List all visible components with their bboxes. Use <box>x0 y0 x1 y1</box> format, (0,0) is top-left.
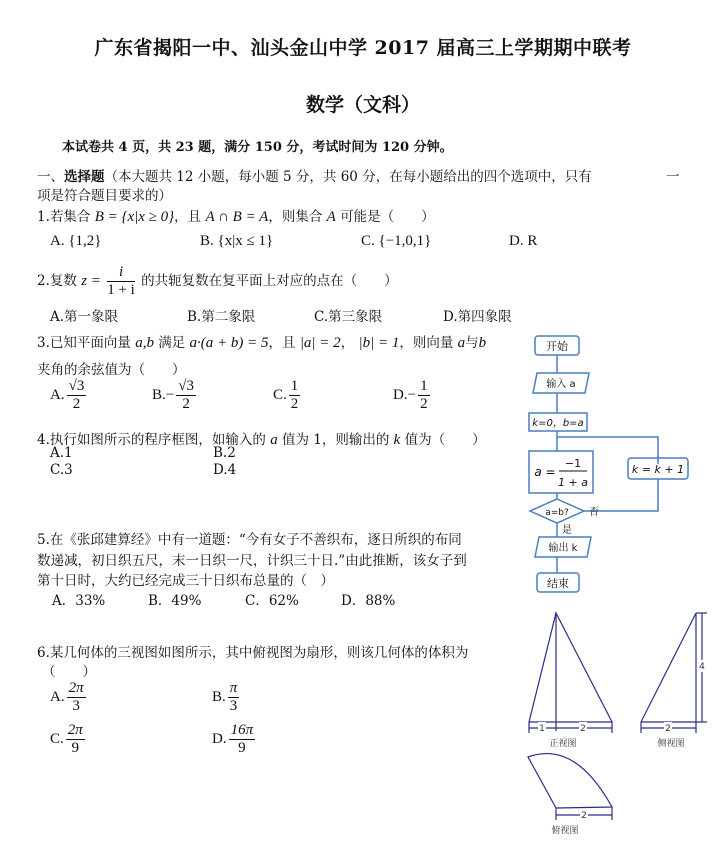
option-den: 2 <box>72 396 81 412</box>
option-label: D. <box>393 386 408 403</box>
flow-no-label: 否 <box>589 507 599 518</box>
section-prefix: 一、 <box>37 169 64 185</box>
q6-option-a[interactable] <box>50 680 88 715</box>
q2-tail: 的共轭复数在复平面上对应的点在（ ） <box>141 273 398 289</box>
option-label: C. <box>273 386 287 403</box>
section-desc-line2: 项是符合题目要求的） <box>37 188 172 204</box>
section-name: 选择题 <box>64 169 105 185</box>
flow-start-text: 开始 <box>546 340 568 353</box>
q2-option-a[interactable]: A.第一象限 <box>50 309 119 325</box>
q3-yu: 与 <box>465 335 479 351</box>
flowchart <box>515 333 705 598</box>
q3-lead: 3.已知平面向量 <box>37 335 131 351</box>
q5-line2: 数递减，初日织五尺，末一日织一尺，计织三十日.”由此推断，该女子到 <box>37 553 467 569</box>
question-2 <box>37 264 398 299</box>
q5-line1: 5.在《张邱建算经》中有一道题：“今有女子不善织布，逐日所织的布同 <box>37 532 462 548</box>
option-num: 2π <box>67 722 83 738</box>
option-num: 1 <box>420 378 428 394</box>
flow-yes-label: 是 <box>562 525 572 536</box>
q1-option-d[interactable]: D. R <box>509 233 538 249</box>
top-dim: 2 <box>581 811 587 821</box>
q2-num: i <box>107 264 135 282</box>
q3-line2: 夹角的余弦值为（ ） <box>37 362 186 378</box>
q4-a: a <box>270 432 278 448</box>
option-den: 3 <box>229 698 238 714</box>
flow-output-text: 输出 k <box>548 543 578 554</box>
q1-tail: ，则集合 <box>268 209 323 225</box>
q3-eq2: |a| = 2 <box>299 335 341 351</box>
flow-assign-num: −1 <box>564 457 582 470</box>
q4-option-a[interactable]: A.1 <box>50 445 73 461</box>
q4-k: k <box>393 432 401 448</box>
section-desc: （本大题共 12 小题，每小题 5 分，共 60 分，在每小题给出的四个选项中，只有 <box>104 169 592 185</box>
three-view-diagram <box>515 605 715 860</box>
option-label: C. <box>50 730 64 747</box>
flow-end-text: 结束 <box>547 577 569 590</box>
q2-option-d[interactable]: D.第四象限 <box>443 309 512 325</box>
q1-end: 可能是（ ） <box>340 209 435 225</box>
side-dim-height: 4 <box>699 662 705 672</box>
question-1 <box>37 205 435 226</box>
option-label: B. <box>152 386 166 403</box>
flow-assign-den: 1 + a <box>558 476 588 489</box>
option-num: √3 <box>178 378 194 394</box>
question-4 <box>37 428 486 449</box>
q3-eq1: a·(a + b) = 5 <box>189 335 269 351</box>
option-den: 9 <box>238 740 246 756</box>
option-label: A. <box>50 386 65 403</box>
option-fraction <box>66 722 85 757</box>
q2-z: z = <box>81 273 101 289</box>
side-view-triangle <box>641 613 696 722</box>
option-label: B. <box>212 688 226 705</box>
option-fraction <box>229 722 256 757</box>
top-view-sector <box>528 754 612 808</box>
q3-comma: ， <box>340 335 355 351</box>
q2-option-b[interactable]: B.第二象限 <box>187 309 256 325</box>
section-desc-trail: 一 <box>666 169 680 185</box>
question-3 <box>37 331 486 352</box>
flow-decision-text: a=b? <box>545 508 569 518</box>
q1-condition: A ∩ B = A <box>205 209 269 225</box>
q5-line3: 第十日时，大约已经完成三十日织布总量的（ ） <box>37 573 334 589</box>
q3-option-c[interactable] <box>273 378 302 413</box>
q2-fraction <box>107 264 135 299</box>
q6-line2: （ ） <box>42 664 96 680</box>
q6-option-d[interactable] <box>212 722 257 757</box>
q1-var-a: A <box>326 209 336 225</box>
q1-mid: ，且 <box>174 209 202 225</box>
q2-lead: 2.复数 <box>37 273 77 289</box>
q3-eq3: |b| = 1 <box>358 335 400 351</box>
q4-option-c[interactable]: C.3 <box>50 462 73 478</box>
option-num: 1 <box>290 378 299 394</box>
option-label: A. <box>50 688 65 705</box>
q4-mid: 值为 1，则输出的 <box>281 432 390 448</box>
q1-option-b[interactable]: B. {x|x ≤ 1} <box>200 233 274 249</box>
front-view-label: 正视图 <box>549 739 577 749</box>
q3-mid: 满足 <box>158 335 186 351</box>
option-num: π <box>229 680 238 696</box>
front-view-triangle <box>529 613 612 722</box>
option-fraction <box>176 378 196 413</box>
exam-note: 本试卷共 4 页，共 23 题，满分 150 分，考试时间为 120 分钟。 <box>62 140 453 155</box>
side-view-label: 侧视图 <box>657 739 685 749</box>
option-sign: − <box>407 386 417 403</box>
flow-increment-text: k = k + 1 <box>631 463 685 476</box>
option-fraction <box>67 378 87 413</box>
option-num: 2π <box>68 680 84 696</box>
q3-and: ，且 <box>268 335 296 351</box>
option-num: √3 <box>68 378 85 394</box>
option-den: 2 <box>420 396 428 412</box>
section-heading <box>37 165 592 185</box>
option-fraction <box>228 680 240 715</box>
q2-den: 1 + i <box>107 282 135 298</box>
q3-vectors: a,b <box>135 335 154 351</box>
q6-option-b[interactable] <box>212 680 241 715</box>
q4-option-b[interactable]: B.2 <box>213 445 236 461</box>
q5-option-b[interactable]: B．49% <box>148 593 202 609</box>
option-fraction <box>418 378 430 413</box>
q3-option-d[interactable] <box>393 378 432 413</box>
option-den: 2 <box>290 396 299 412</box>
exam-title: 广东省揭阳一中、汕头金山中学 2017 届高三上学期期中联考 <box>94 37 632 59</box>
option-den: 9 <box>71 740 80 756</box>
exam-subtitle: 数学（文科） <box>305 94 420 116</box>
flow-assign-lhs: a = <box>534 465 556 479</box>
q3-option-b[interactable] <box>152 378 198 413</box>
q1-option-c[interactable]: C. {−1,0,1} <box>361 233 432 249</box>
front-dim-left: 1 <box>539 724 545 734</box>
q6-line1: 6.某几何体的三视图如图所示，其中俯视图为扇形，则该几何体的体积为 <box>37 645 469 661</box>
q3-vb: b <box>478 335 487 351</box>
q1-set-b: B = {x|x ≥ 0} <box>94 209 175 225</box>
q4-lead: 4.执行如图所示的程序框图，如输入的 <box>37 432 266 448</box>
option-den: 3 <box>72 698 80 714</box>
q3-tail: ，则向量 <box>399 335 454 351</box>
top-view-label: 俯视图 <box>551 826 579 836</box>
flow-input-text: 输入 a <box>546 379 576 390</box>
q1-option-a[interactable]: A. {1,2} <box>50 233 102 249</box>
q3-option-a[interactable] <box>50 378 88 413</box>
q2-option-c[interactable]: C.第三象限 <box>314 309 383 325</box>
option-den: 2 <box>182 396 190 412</box>
q4-tail: 值为（ ） <box>404 432 486 448</box>
option-fraction <box>67 680 86 715</box>
q5-option-d[interactable]: D．88% <box>341 593 396 609</box>
q3-va: a <box>457 335 466 351</box>
q5-option-a[interactable]: A．33% <box>52 593 106 609</box>
option-label: D. <box>212 730 227 747</box>
q4-option-d[interactable]: D.4 <box>213 462 237 478</box>
option-num: 16π <box>230 722 254 738</box>
q6-option-c[interactable] <box>50 722 87 757</box>
option-sign: − <box>165 386 175 403</box>
front-dim-right: 2 <box>580 724 586 734</box>
q5-option-c[interactable]: C．62% <box>245 593 299 609</box>
option-fraction <box>289 378 301 413</box>
flow-init-text: k=0，b=a <box>532 418 584 429</box>
side-dim-base: 2 <box>665 724 671 734</box>
q1-lead: 1.若集合 <box>37 209 91 225</box>
